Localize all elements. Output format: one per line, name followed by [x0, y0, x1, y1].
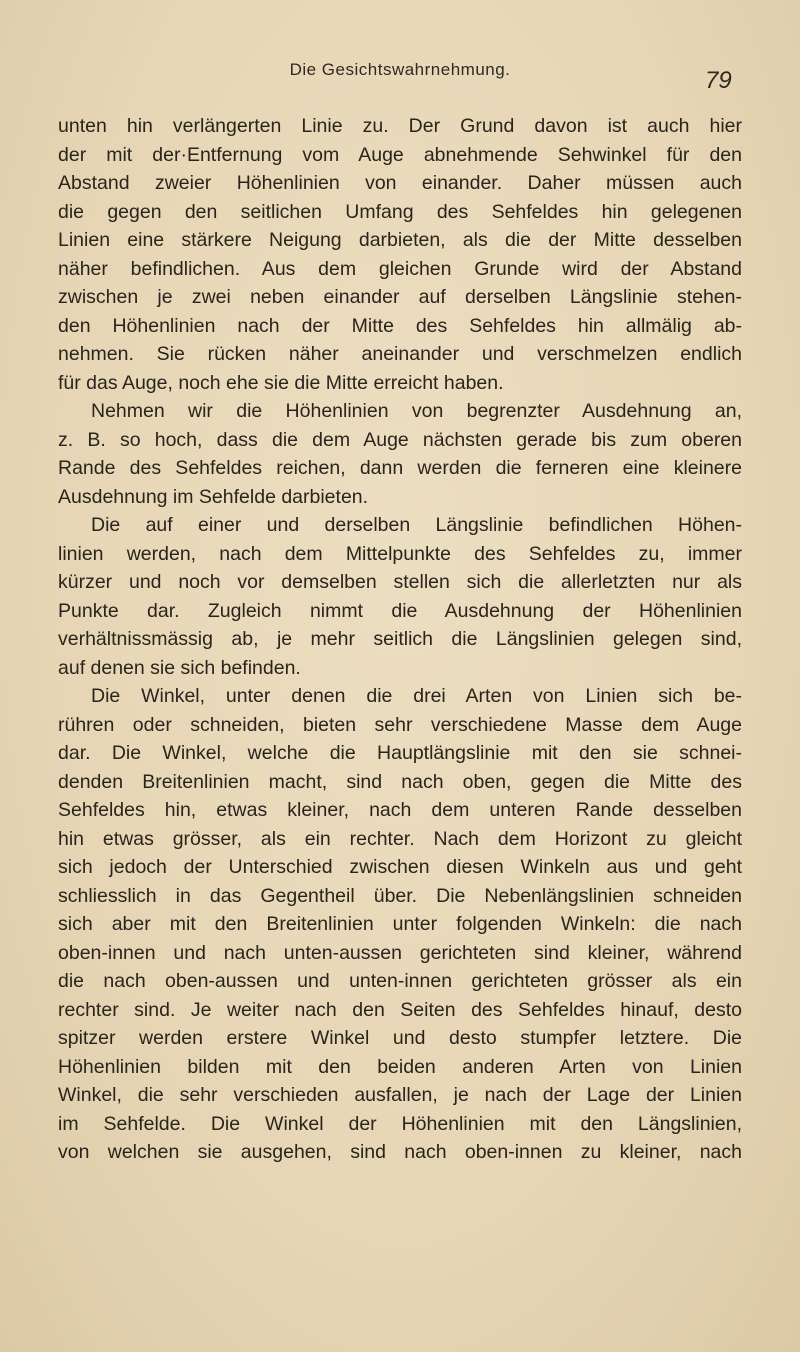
text-line: im Sehfelde. Die Winkel der Höhenlinien mit den Längslinien,	[58, 1112, 742, 1135]
text-line: Sehfeldes hin, etwas kleiner, nach dem unteren Rande desselben	[58, 799, 742, 821]
text-line: die nach oben-aussen und unten-innen gerichteten grösser als ein	[58, 970, 742, 992]
text-line: für das Auge, noch ehe sie die Mitte erreicht haben.	[58, 371, 504, 394]
text-line: Nehmen wir die Höhenlinien von begrenzter Ausdehnung an,	[91, 400, 742, 422]
text-line: Linien eine stärkere Neigung darbieten, als die der Mitte desselben	[58, 229, 742, 251]
text-line: rechter sind. Je weiter nach den Seiten des Sehfeldes hinauf, desto	[58, 998, 742, 1021]
text-line: spitzer werden erstere Winkel und desto stumpfer letztere. Die	[58, 1027, 742, 1049]
text-line: hin etwas grösser, als ein rechter. Nach dem Horizont zu gleicht	[58, 827, 742, 850]
text-line: Rande des Sehfeldes reichen, dann werden die ferneren eine kleinere	[58, 457, 742, 479]
text-line: linien werden, nach dem Mittelpunkte des Sehfeldes zu, immer	[58, 542, 742, 565]
text-line: die gegen den seitlichen Umfang des Sehfeldes hin gelegenen	[58, 200, 742, 223]
page-number: 79	[705, 67, 732, 94]
paragraph-3	[58, 511, 742, 682]
text-line: näher befindlichen. Aus dem gleichen Grunde wird der Abstand	[58, 257, 742, 280]
text-line: von welchen sie ausgehen, sind nach oben-innen zu kleiner, nach	[58, 1141, 742, 1163]
text-line: kürzer und noch vor demselben stellen sich die allerletzten nur als	[58, 571, 742, 593]
text-line: Höhenlinien bilden mit den beiden anderen Arten von Linien	[58, 1055, 742, 1078]
running-title: Die Gesichtswahrnehmung.	[289, 60, 511, 79]
text-line: der mit der·Entfernung vom Auge abnehmende Sehwinkel für den	[58, 143, 742, 166]
text-line: unten hin verlängerten Linie zu. Der Grund davon ist auch hier	[58, 115, 742, 137]
text-line: Abstand zweier Höhenlinien von einander. Daher müssen auch	[58, 172, 742, 194]
text-line: Die Winkel, unter denen die drei Arten von Linien sich be-	[91, 685, 742, 707]
text-line: auf denen sie sich befinden.	[58, 656, 301, 679]
text-line: oben-innen und nach unten-aussen gerichteten sind kleiner, während	[58, 941, 742, 964]
text-line: schliesslich in das Gegentheil über. Die Nebenlängslinien schneiden	[58, 884, 742, 907]
text-line: zwischen je zwei neben einander auf derselben Längslinie stehen-	[58, 286, 742, 308]
text-line: Punkte dar. Zugleich nimmt die Ausdehnung der Höhenlinien	[58, 599, 742, 622]
body-text	[58, 112, 742, 1167]
text-line: Winkel, die sehr verschieden ausfallen, je nach der Lage der Linien	[58, 1084, 742, 1106]
text-line: Die auf einer und derselben Längslinie befindlichen Höhen-	[91, 514, 742, 536]
paragraph-1	[58, 112, 742, 397]
text-line: Ausdehnung im Sehfelde darbieten.	[58, 485, 369, 508]
text-line: z. B. so hoch, dass die dem Auge nächsten gerade bis zum oberen	[58, 428, 742, 451]
text-line: sich jedoch der Unterschied zwischen diesen Winkeln aus und geht	[58, 856, 742, 878]
text-line: dar. Die Winkel, welche die Hauptlängslinie mit den sie schnei-	[58, 742, 742, 764]
paragraph-2	[58, 397, 742, 511]
text-line: sich aber mit den Breitenlinien unter folgenden Winkeln: die nach	[58, 913, 742, 935]
text-line: nehmen. Sie rücken näher aneinander und verschmelzen endlich	[58, 343, 742, 365]
text-line: verhältnissmässig ab, je mehr seitlich die Längslinien gelegen sind,	[58, 628, 742, 650]
text-line: rühren oder schneiden, bieten sehr verschiedene Masse dem Auge	[58, 713, 742, 736]
paragraph-4	[58, 682, 742, 1167]
text-line: denden Breitenlinien macht, sind nach oben, gegen die Mitte des	[58, 770, 742, 793]
text-line: den Höhenlinien nach der Mitte des Sehfeldes hin allmälig ab-	[58, 314, 742, 337]
